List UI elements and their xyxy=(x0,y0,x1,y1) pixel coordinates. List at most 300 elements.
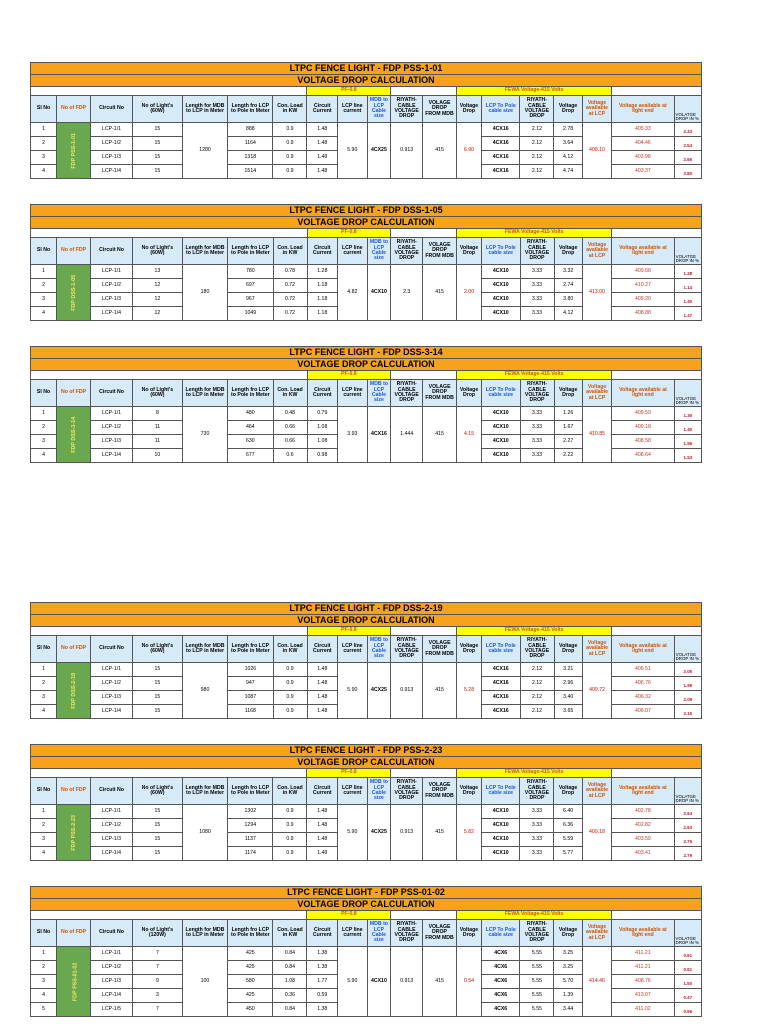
cell-drop-pct: 2.80 xyxy=(674,165,701,179)
cell-riyath: 0.913 xyxy=(391,663,423,719)
cell-mdb-cable: 4CX25 xyxy=(367,663,391,719)
cell-length-lcp: 1168 xyxy=(228,705,273,719)
cell-load: 0.48 xyxy=(273,407,307,421)
cell-load: 0.6 xyxy=(273,449,307,463)
header-circuit-no: Circuit No xyxy=(91,96,133,123)
power-factor-label: PF-0.8 xyxy=(307,87,391,96)
header-volage-drop: VOLAGE DROP FROM MDB xyxy=(423,238,457,265)
table-row xyxy=(31,407,702,421)
cell-lcp-pole-cable: 4CX16 xyxy=(481,137,520,151)
cell-lcp-pole-cable: 4CX10 xyxy=(481,819,520,833)
cell-vdrop-2: 4.12 xyxy=(554,307,582,321)
cell-circuit: LCP-1/2 xyxy=(91,677,133,691)
cell-current: 1.38 xyxy=(307,947,338,961)
cell-sl: 4 xyxy=(31,165,57,179)
cell-load: 0.9 xyxy=(273,847,307,861)
cell-current: 1.08 xyxy=(307,435,338,449)
cell-current: 1.48 xyxy=(307,691,338,705)
cell-sl: 2 xyxy=(31,137,57,151)
fewa-voltage-label: FEWA Voltage-415 Volts xyxy=(457,769,612,778)
cell-riyath-2: 3.33 xyxy=(520,847,554,861)
header-voltage-drop-pct: VOLATGE DROP IN % xyxy=(674,380,701,407)
cell-voltage-light: 409.20 xyxy=(612,293,674,307)
cell-riyath-2: 3.33 xyxy=(520,819,554,833)
cell-lcp-pole-cable: 4CX10 xyxy=(481,847,520,861)
cell-vdrop-2: 6.40 xyxy=(554,805,582,819)
power-factor-label: PF-0.8 xyxy=(307,229,391,238)
header-mdb-lcp-cable: MDB to LCP Cable size xyxy=(367,920,391,947)
header-sl-no: Sl No xyxy=(31,778,57,805)
cell-current: 1.38 xyxy=(307,1003,338,1017)
cell-length-lcp: 1302 xyxy=(228,805,273,819)
cell-voltage-light: 404.46 xyxy=(612,137,674,151)
header-con-load: Con. Load in KW xyxy=(273,238,307,265)
cell-length-lcp: 425 xyxy=(228,961,273,975)
header-voltage-drop-2: Voltage Drop xyxy=(554,238,582,265)
cell-sl: 2 xyxy=(31,961,57,975)
header-circuit-current: Circuit Current xyxy=(307,636,338,663)
fdp-label xyxy=(57,265,91,321)
header-voltage-drop: Voltage Drop xyxy=(457,238,482,265)
header-lcp-line-current: LCP line current xyxy=(338,380,367,407)
cell-lcp-pole-cable: 4CX16 xyxy=(481,123,520,137)
cell-load: 0.66 xyxy=(273,435,307,449)
header-voltage-light-end: Voltage available at light end xyxy=(612,238,674,265)
cell-lights: 11 xyxy=(132,435,182,449)
header-voltage-drop-2: Voltage Drop xyxy=(554,96,582,123)
cell-length-mdb: 1280 xyxy=(182,123,227,179)
cell-riyath-2: 2.12 xyxy=(520,165,554,179)
cell-lights: 15 xyxy=(132,691,182,705)
cell-current: 1.18 xyxy=(307,307,338,321)
table-title: LTPC FENCE LIGHT - FDP DSS-1-05 xyxy=(31,205,702,217)
cell-volage: 415 xyxy=(423,805,457,861)
header-voltage-drop-2: Voltage Drop xyxy=(554,778,582,805)
cell-current: 1.48 xyxy=(307,805,338,819)
pf-spacer xyxy=(31,769,307,778)
cell-load: 0.84 xyxy=(273,947,307,961)
cell-voltage-light: 408.76 xyxy=(612,975,674,989)
cell-lcp-current: 5.90 xyxy=(338,947,367,1017)
cell-current: 1.18 xyxy=(307,279,338,293)
cell-drop-pct: 1.28 xyxy=(674,265,701,279)
table-subtitle: VOLTAGE DROP CALCULATION xyxy=(31,899,702,911)
cell-vdrop-2: 3.21 xyxy=(554,663,582,677)
fdp-label xyxy=(57,123,91,179)
cell-riyath-2: 3.33 xyxy=(520,279,554,293)
pf-spacer xyxy=(391,87,457,96)
cell-sl: 3 xyxy=(31,975,57,989)
header-lcp-pole-cable: LCP To Pole cable size xyxy=(482,238,521,265)
table-row xyxy=(31,805,702,819)
header-voltage-light-end: Voltage available at light end xyxy=(612,380,674,407)
header-lcp-pole-cable: LCP To Pole cable size xyxy=(481,778,520,805)
header-con-load: Con. Load in KW xyxy=(273,778,307,805)
cell-riyath-2: 5.55 xyxy=(520,989,554,1003)
cell-voltage-light: 403.41 xyxy=(612,847,674,861)
cell-circuit: LCP-1/1 xyxy=(91,407,133,421)
cell-circuit: LCP-1/4 xyxy=(91,989,133,1003)
cell-riyath-2: 3.33 xyxy=(520,421,554,435)
cell-sl: 1 xyxy=(31,265,57,279)
cell-vdrop-2: 5.77 xyxy=(554,847,582,861)
header-sl-no: Sl No xyxy=(31,920,57,947)
cell-lcp-pole-cable: 4CX10 xyxy=(482,307,521,321)
header-no-of-fdp: No of FDP xyxy=(57,96,91,123)
header-voltage-drop-2: Voltage Drop xyxy=(554,920,582,947)
cell-circuit: LCP-1/3 xyxy=(91,293,133,307)
header-length-mdb-lcp: Length for MDB to LCP in Meter xyxy=(182,636,227,663)
cell-length-lcp: 780 xyxy=(228,265,273,279)
calc-table-block xyxy=(30,204,702,321)
cell-sl: 2 xyxy=(31,819,57,833)
header-circuit-current: Circuit Current xyxy=(307,778,338,805)
header-riyath-drop-2: RIYATH-CABLE VOLTAGE DROP xyxy=(520,96,554,123)
cell-drop-pct: 2.94 xyxy=(674,805,701,819)
header-sl-no: Sl No xyxy=(31,238,57,265)
cell-sl: 3 xyxy=(31,151,57,165)
cell-load: 0.9 xyxy=(273,151,307,165)
cell-lights: 12 xyxy=(132,307,182,321)
cell-vdrop-2: 3.80 xyxy=(554,293,582,307)
cell-circuit: LCP-1/2 xyxy=(91,279,133,293)
header-lcp-line-current: LCP line current xyxy=(338,636,367,663)
cell-drop-pct: 1.40 xyxy=(674,293,701,307)
header-riyath-drop-2: RIYATH-CABLE VOLTAGE DROP xyxy=(520,238,554,265)
header-voltage-drop-2: Voltage Drop xyxy=(554,636,582,663)
cell-circuit: LCP-1/3 xyxy=(91,151,133,165)
header-voltage-drop-pct: VOLATGE DROP IN % xyxy=(674,238,701,265)
cell-length-mdb: 730 xyxy=(182,407,227,463)
cell-drop-pct: 1.40 xyxy=(674,421,701,435)
cell-vdrop-2: 2.78 xyxy=(554,123,582,137)
cell-lcp-pole-cable: 4CX6 xyxy=(481,975,520,989)
cell-circuit: LCP-1/2 xyxy=(91,961,133,975)
header-no-of-fdp: No of FDP xyxy=(57,238,91,265)
cell-voltage-light: 411.21 xyxy=(612,947,674,961)
cell-voltage-light: 410.27 xyxy=(612,279,674,293)
cell-lights: 15 xyxy=(132,833,182,847)
cell-drop-pct: 0.47 xyxy=(674,989,701,1003)
cell-lights: 9 xyxy=(132,975,182,989)
table-title: LTPC FENCE LIGHT - FDP PSS-01-02 xyxy=(31,887,702,899)
header-lcp-pole-cable: LCP To Pole cable size xyxy=(482,636,521,663)
voltage-drop-table xyxy=(30,886,702,1017)
cell-voltage-light: 402.82 xyxy=(612,819,674,833)
cell-length-lcp: 1514 xyxy=(228,165,273,179)
cell-drop-pct: 2.79 xyxy=(674,847,701,861)
cell-current: 1.48 xyxy=(307,847,338,861)
header-mdb-lcp-cable: MDB to LCP Cable size xyxy=(367,778,391,805)
cell-circuit: LCP-1/3 xyxy=(91,975,133,989)
header-voltage-at-lcp: Voltage available at LCP xyxy=(582,920,611,947)
cell-current: 1.48 xyxy=(307,123,338,137)
cell-volage: 415 xyxy=(423,407,457,463)
cell-riyath-2: 2.12 xyxy=(520,663,554,677)
cell-drop-pct: 0.96 xyxy=(674,1003,701,1017)
cell-riyath-2: 2.12 xyxy=(520,123,554,137)
cell-vdrop-2: 3.25 xyxy=(554,947,582,961)
cell-vdrop: 2.00 xyxy=(457,265,482,321)
header-length-mdb-lcp: Length for MDB to LCP in Meter xyxy=(182,238,227,265)
cell-voltage-lcp: 409.72 xyxy=(582,663,611,719)
cell-lcp-current: 5.90 xyxy=(338,123,367,179)
cell-lights: 15 xyxy=(132,677,182,691)
cell-drop-pct: 0.91 xyxy=(674,961,701,975)
cell-lights: 15 xyxy=(132,805,182,819)
fdp-label xyxy=(57,947,91,1017)
cell-voltage-light: 408.58 xyxy=(612,435,674,449)
cell-voltage-light: 409.59 xyxy=(612,407,674,421)
pf-spacer xyxy=(391,371,457,380)
calc-table-block xyxy=(30,886,702,1017)
cell-voltage-light: 403.98 xyxy=(612,151,674,165)
cell-load: 0.66 xyxy=(273,421,307,435)
cell-length-lcp: 697 xyxy=(228,279,273,293)
cell-voltage-lcp: 410.85 xyxy=(582,407,611,463)
cell-load: 0.9 xyxy=(273,805,307,819)
cell-riyath-2: 5.55 xyxy=(520,961,554,975)
cell-vdrop-2: 3.32 xyxy=(554,265,582,279)
table-title: LTPC FENCE LIGHT - FDP PSS-1-01 xyxy=(31,63,702,75)
cell-circuit: LCP-1/3 xyxy=(91,435,133,449)
cell-riyath-2: 5.55 xyxy=(520,947,554,961)
cell-sl: 2 xyxy=(31,677,57,691)
pf-spacer xyxy=(612,769,702,778)
header-voltage-drop: Voltage Drop xyxy=(457,96,482,123)
voltage-drop-table xyxy=(30,744,702,861)
header-volage-drop: VOLAGE DROP FROM MDB xyxy=(423,380,457,407)
cell-riyath-2: 2.12 xyxy=(520,691,554,705)
header-length-lcp-pole: Length fro LCP to Pole in Meter xyxy=(228,778,273,805)
header-length-mdb-lcp: Length for MDB to LCP in Meter xyxy=(182,96,227,123)
pf-spacer xyxy=(31,911,307,920)
header-riyath-drop-2: RIYATH-CABLE VOLTAGE DROP xyxy=(520,920,554,947)
cell-current: 1.77 xyxy=(307,975,338,989)
pf-spacer xyxy=(612,87,702,96)
pf-spacer xyxy=(31,229,308,238)
cell-lcp-pole-cable: 4CX16 xyxy=(482,705,521,719)
header-volage-drop: VOLAGE DROP FROM MDB xyxy=(423,778,457,805)
cell-sl: 5 xyxy=(31,1003,57,1017)
cell-lights: 12 xyxy=(132,293,182,307)
cell-length-mdb: 100 xyxy=(182,947,227,1017)
cell-drop-pct: 1.55 xyxy=(674,435,701,449)
cell-voltage-light: 402.78 xyxy=(612,805,674,819)
cell-lights: 15 xyxy=(132,123,182,137)
cell-current: 0.59 xyxy=(307,989,338,1003)
cell-lights: 12 xyxy=(132,279,182,293)
cell-riyath-2: 3.33 xyxy=(520,833,554,847)
cell-length-lcp: 425 xyxy=(228,989,273,1003)
header-sl-no: Sl No xyxy=(31,636,57,663)
cell-circuit: LCP-1/4 xyxy=(91,449,133,463)
cell-current: 0.79 xyxy=(307,407,338,421)
cell-vdrop-2: 2.22 xyxy=(554,449,582,463)
header-length-mdb-lcp: Length for MDB to LCP in Meter xyxy=(182,920,227,947)
header-voltage-light-end: Voltage available at light end xyxy=(612,778,674,805)
cell-voltage-lcp: 413.00 xyxy=(582,265,611,321)
header-voltage-drop-pct: VOLATGE DROP IN % xyxy=(674,96,701,123)
header-con-load: Con. Load in KW xyxy=(273,636,307,663)
cell-current: 1.48 xyxy=(307,165,338,179)
cell-riyath-2: 3.33 xyxy=(520,449,554,463)
cell-circuit: LCP-1/1 xyxy=(91,663,133,677)
header-riyath-drop: RIYATH-CABLE VOLTAGE DROP xyxy=(391,920,423,947)
cell-drop-pct: 1.47 xyxy=(674,307,701,321)
cell-circuit: LCP-1/1 xyxy=(91,947,133,961)
cell-drop-pct: 0.91 xyxy=(674,947,701,961)
cell-circuit: LCP-1/4 xyxy=(91,705,133,719)
cell-circuit: LCP-1/1 xyxy=(91,805,133,819)
cell-drop-pct: 2.09 xyxy=(674,691,701,705)
cell-riyath: 0.913 xyxy=(391,947,423,1017)
fdp-vertical-label: FDP PSS-1-01 xyxy=(71,132,78,169)
cell-sl: 3 xyxy=(31,833,57,847)
cell-load: 0.9 xyxy=(273,705,307,719)
header-voltage-at-lcp: Voltage available at LCP xyxy=(582,96,611,123)
cell-length-lcp: 464 xyxy=(228,421,273,435)
cell-vdrop: 5.82 xyxy=(457,805,482,861)
header-voltage-light-end: Voltage available at light end xyxy=(612,920,674,947)
cell-vdrop-2: 6.36 xyxy=(554,819,582,833)
cell-drop-pct: 2.75 xyxy=(674,833,701,847)
cell-mdb-cable: 4CX16 xyxy=(367,407,391,463)
cell-current: 1.48 xyxy=(307,819,338,833)
table-subtitle: VOLTAGE DROP CALCULATION xyxy=(31,75,702,87)
header-circuit-no: Circuit No xyxy=(91,920,133,947)
cell-riyath: 2.3 xyxy=(391,265,423,321)
pf-spacer xyxy=(31,371,308,380)
power-factor-label: PF-0.8 xyxy=(307,769,391,778)
header-voltage-drop: Voltage Drop xyxy=(457,920,482,947)
header-con-load: Con. Load in KW xyxy=(273,380,307,407)
cell-riyath-2: 2.12 xyxy=(520,677,554,691)
header-no-of-fdp: No of FDP xyxy=(57,636,91,663)
header-volage-drop: VOLAGE DROP FROM MDB xyxy=(423,636,457,663)
cell-riyath-2: 3.33 xyxy=(520,805,554,819)
header-no-of-lights: No of Light's (60W) xyxy=(132,238,182,265)
pf-spacer xyxy=(391,769,457,778)
cell-length-mdb: 180 xyxy=(182,265,227,321)
header-lcp-pole-cable: LCP To Pole cable size xyxy=(482,380,521,407)
cell-circuit: LCP-1/3 xyxy=(91,833,133,847)
cell-voltage-light: 411.02 xyxy=(612,1003,674,1017)
cell-vdrop-2: 3.25 xyxy=(554,961,582,975)
cell-lights: 15 xyxy=(132,847,182,861)
header-circuit-current: Circuit Current xyxy=(307,380,338,407)
cell-riyath-2: 2.12 xyxy=(520,137,554,151)
header-lcp-line-current: LCP line current xyxy=(338,238,367,265)
cell-lcp-pole-cable: 4CX6 xyxy=(481,1003,520,1017)
cell-current: 1.48 xyxy=(307,137,338,151)
header-volage-drop: VOLAGE DROP FROM MDB xyxy=(423,920,457,947)
header-lcp-line-current: LCP line current xyxy=(338,920,367,947)
cell-voltage-light: 413.07 xyxy=(612,989,674,1003)
power-factor-label: PF-0.8 xyxy=(307,911,391,920)
cell-circuit: LCP-1/2 xyxy=(91,421,133,435)
cell-voltage-light: 408.88 xyxy=(612,307,674,321)
cell-load: 0.9 xyxy=(273,691,307,705)
power-factor-label: PF-0.8 xyxy=(307,627,391,636)
table-row xyxy=(31,265,702,279)
cell-load: 0.72 xyxy=(273,279,307,293)
pf-spacer xyxy=(612,911,702,920)
cell-length-lcp: 480 xyxy=(228,407,273,421)
cell-circuit: LCP-1/4 xyxy=(91,847,133,861)
header-voltage-drop: Voltage Drop xyxy=(457,380,482,407)
cell-riyath-2: 3.33 xyxy=(520,265,554,279)
cell-drop-pct: 1.99 xyxy=(674,677,701,691)
cell-drop-pct: 2.66 xyxy=(674,151,701,165)
pf-spacer xyxy=(31,87,307,96)
cell-vdrop: 6.90 xyxy=(457,123,482,179)
cell-vdrop: 5.28 xyxy=(457,663,482,719)
cell-load: 1.08 xyxy=(273,975,307,989)
cell-voltage-light: 406.32 xyxy=(612,691,674,705)
cell-lcp-pole-cable: 4CX10 xyxy=(482,265,521,279)
cell-drop-pct: 1.50 xyxy=(674,975,701,989)
pf-spacer xyxy=(391,911,457,920)
cell-sl: 1 xyxy=(31,947,57,961)
header-voltage-drop-pct: VOLATGE DROP IN % xyxy=(674,920,701,947)
header-voltage-light-end: Voltage available at light end xyxy=(612,96,674,123)
header-circuit-no: Circuit No xyxy=(91,238,133,265)
header-voltage-at-lcp: Voltage available at LCP xyxy=(582,778,611,805)
fewa-voltage-label: FEWA Voltage-415 Volts xyxy=(457,87,612,96)
cell-lights: 15 xyxy=(132,819,182,833)
fdp-vertical-label: FDP DSS-3-14 xyxy=(71,416,78,453)
cell-sl: 2 xyxy=(31,421,57,435)
cell-lights: 15 xyxy=(132,705,182,719)
cell-voltage-light: 406.51 xyxy=(612,663,674,677)
header-length-lcp-pole: Length fro LCP to Pole in Meter xyxy=(228,636,273,663)
cell-lcp-pole-cable: 4CX10 xyxy=(482,407,521,421)
header-length-lcp-pole: Length fro LCP to Pole in Meter xyxy=(228,920,273,947)
cell-lcp-pole-cable: 4CX10 xyxy=(482,449,521,463)
header-mdb-lcp-cable: MDB to LCP Cable size xyxy=(367,238,391,265)
cell-drop-pct: 2.33 xyxy=(674,123,701,137)
cell-lights: 13 xyxy=(132,265,182,279)
cell-lights: 7 xyxy=(132,947,182,961)
cell-lcp-current: 5.90 xyxy=(338,663,367,719)
header-lcp-line-current: LCP line current xyxy=(338,778,367,805)
header-no-of-lights: No of Light's (60W) xyxy=(132,778,182,805)
cell-vdrop-2: 4.74 xyxy=(554,165,582,179)
cell-length-lcp: 1049 xyxy=(228,307,273,321)
header-circuit-no: Circuit No xyxy=(91,636,133,663)
header-circuit-no: Circuit No xyxy=(91,778,133,805)
cell-vdrop-2: 1.67 xyxy=(554,421,582,435)
cell-vdrop-2: 5.59 xyxy=(554,833,582,847)
cell-lcp-pole-cable: 4CX16 xyxy=(482,677,521,691)
header-mdb-lcp-cable: MDB to LCP Cable size xyxy=(367,380,391,407)
cell-lights: 7 xyxy=(132,1003,182,1017)
header-riyath-drop: RIYATH-CABLE VOLTAGE DROP xyxy=(391,238,423,265)
header-voltage-drop-pct: VOLATGE DROP IN % xyxy=(674,636,701,663)
cell-sl: 4 xyxy=(31,847,57,861)
header-circuit-current: Circuit Current xyxy=(307,96,338,123)
header-voltage-drop: Voltage Drop xyxy=(457,636,482,663)
fdp-vertical-label: FDP DSS-1-05 xyxy=(71,274,78,311)
cell-riyath-2: 3.33 xyxy=(520,435,554,449)
header-length-lcp-pole: Length fro LCP to Pole in Meter xyxy=(228,96,273,123)
header-length-lcp-pole: Length fro LCP to Pole in Meter xyxy=(228,238,273,265)
cell-lcp-pole-cable: 4CX16 xyxy=(481,151,520,165)
cell-circuit: LCP-1/4 xyxy=(91,165,133,179)
cell-load: 0.36 xyxy=(273,989,307,1003)
cell-sl: 4 xyxy=(31,705,57,719)
